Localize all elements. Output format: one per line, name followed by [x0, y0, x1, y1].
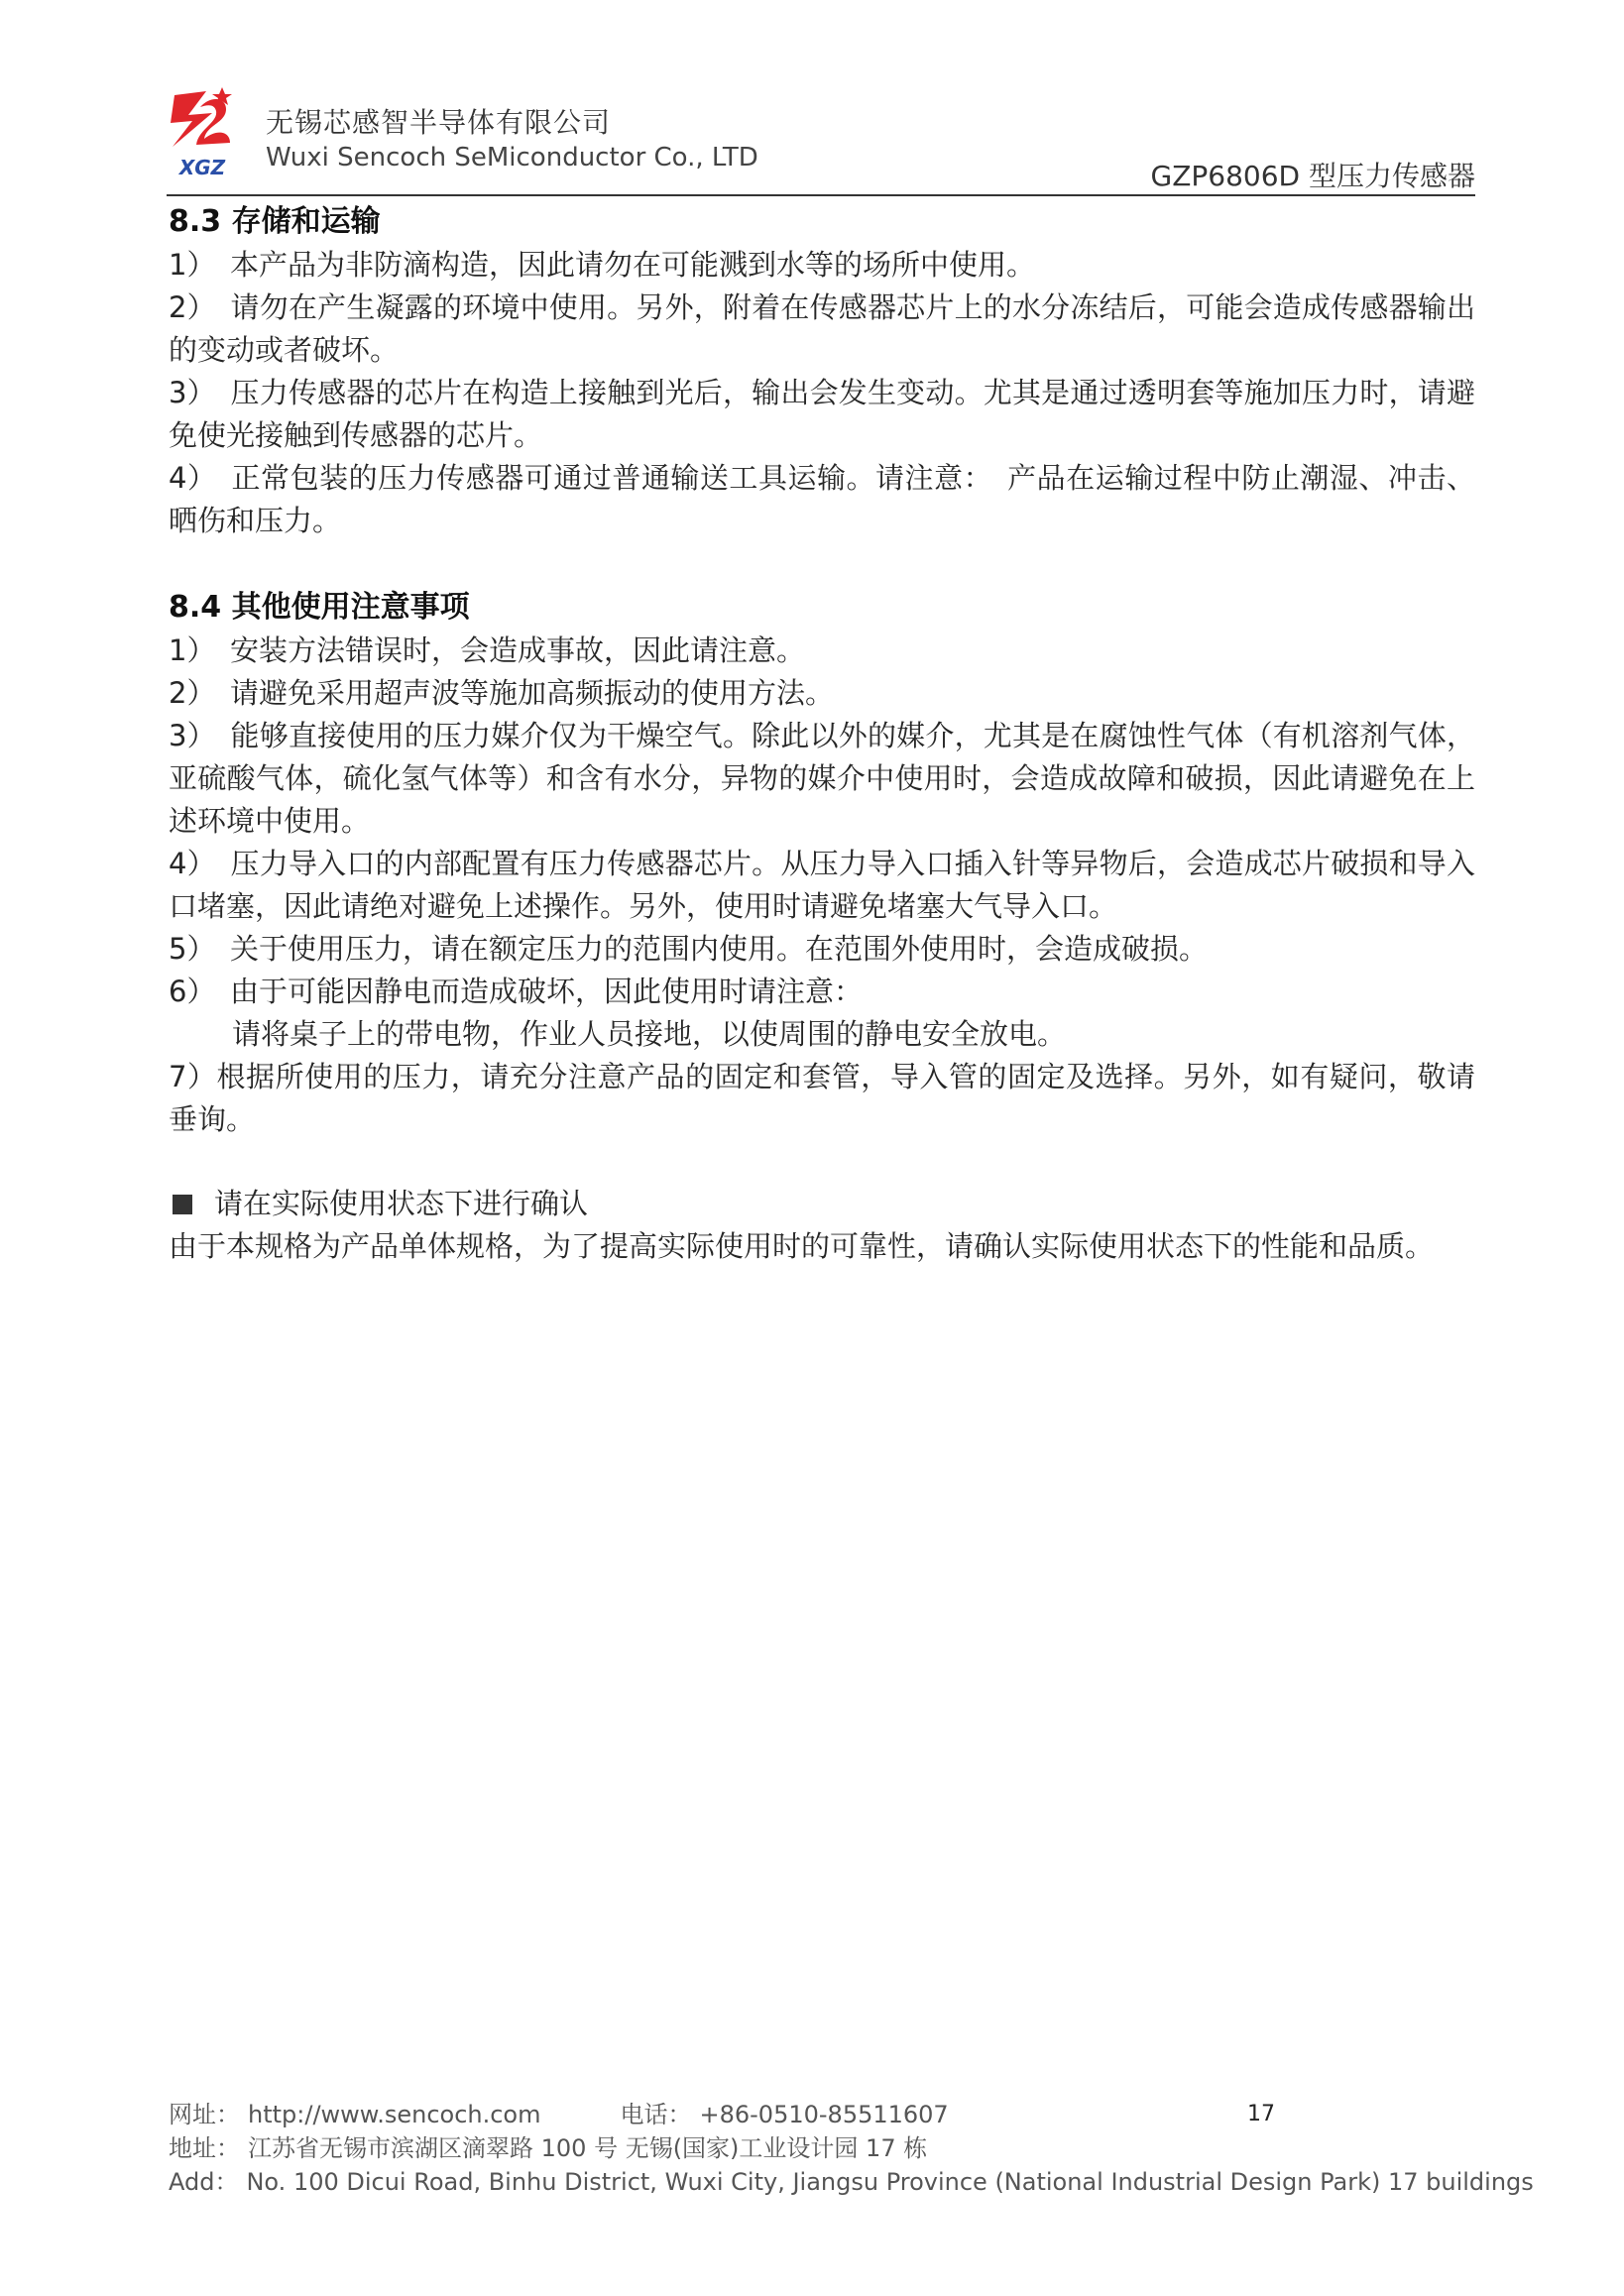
section-8-3-item-2: 2） 请勿在产生凝露的环境中使用。另外，附着在传感器芯片上的水分冻结后，可能会造成传感器输出的变动或者破坏。	[169, 290, 1475, 367]
footer-tel-value: +86-0510-85511607	[699, 2101, 949, 2128]
note-text: 由于本规格为产品单体规格，为了提高实际使用时的可靠性，请确认实际使用状态下的性能和品质。	[169, 1229, 1435, 1263]
footer-address-cn-label: 地址：	[169, 2134, 240, 2162]
footer-address-en-row	[169, 2165, 1534, 2199]
footer-address-en: No. 100 Dicui Road, Binhu District, Wuxi City, Jiangsu Province (National Industrial Design Park) 17 buildings	[246, 2168, 1534, 2196]
section-spacer	[169, 542, 1475, 584]
footer-contact-row	[169, 2098, 1534, 2131]
company-name-cn: 无锡芯感智半导体有限公司	[266, 106, 612, 139]
footer-address-cn-row	[169, 2131, 1534, 2165]
section-8-3-title: 8.3 存储和运输	[169, 204, 381, 239]
note-heading	[169, 1183, 1475, 1225]
section-spacer	[169, 1141, 1475, 1183]
section-8-4-item-1: 1） 安装方法错误时，会造成事故，因此请注意。	[169, 633, 805, 667]
section-8-4-title: 8.4 其他使用注意事项	[169, 590, 470, 625]
section-8-4-item-2: 2） 请避免采用超声波等施加高频振动的使用方法。	[169, 676, 834, 710]
section-8-4-item-3: 3） 能够直接使用的压力媒介仅为干燥空气。除此以外的媒介，尤其是在腐蚀性气体（有机溶剂气体，亚硫酸气体，硫化氢气体等）和含有水分，异物的媒介中使用时，会造成故障和破损，因此请避免在上述环境中使用。	[169, 719, 1475, 838]
square-bullet-icon	[173, 1195, 192, 1214]
logo-text: XGZ	[178, 156, 226, 179]
company-name-en: Wuxi Sencoch SeMiconductor Co., LTD	[266, 143, 758, 172]
company-logo-icon	[167, 85, 238, 180]
document-title: GZP6806D 型压力传感器	[1150, 160, 1475, 192]
logo-mark	[171, 87, 232, 147]
section-8-3-item-1: 1） 本产品为非防滴构造，因此请勿在可能溅到水等的场所中使用。	[169, 248, 1035, 282]
header-divider	[167, 194, 1475, 196]
note-title: 请在实际使用状态下进行确认	[214, 1187, 589, 1220]
page-number: 17	[1247, 2102, 1275, 2126]
footer-web-label: 网址：	[169, 2101, 240, 2128]
section-8-4-item-7: 7）根据所使用的压力，请充分注意产品的固定和套管，导入管的固定及选择。另外，如有疑问，敬请垂询。	[169, 1060, 1475, 1136]
section-8-3-item-3: 3） 压力传感器的芯片在构造上接触到光后，输出会发生变动。尤其是通过透明套等施加压力时，请避免使光接触到传感器的芯片。	[169, 376, 1475, 452]
section-8-3-item-4: 4） 正常包装的压力传感器可通过普通输送工具运输。请注意： 产品在运输过程中防止潮湿、冲击、晒伤和压力。	[169, 461, 1475, 537]
main-content	[169, 198, 1475, 1268]
section-8-4-item-5: 5） 关于使用压力，请在额定压力的范围内使用。在范围外使用时，会造成破损。	[169, 932, 1208, 966]
footer-address-cn: 江苏省无锡市滨湖区滴翠路 100 号 无锡(国家)工业设计园 17 栋	[248, 2134, 928, 2162]
footer-tel-label: 电话：	[620, 2101, 692, 2128]
section-8-4-item-6: 6） 由于可能因静电而造成破坏，因此使用时请注意：	[169, 975, 863, 1008]
footer-web-link[interactable]: http://www.sencoch.com	[248, 2101, 541, 2128]
page-footer	[169, 2098, 1534, 2199]
section-8-4-item-6-sub: 请将桌子上的带电物，作业人员接地，以使周围的静电安全放电。	[232, 1017, 1067, 1051]
section-8-4-item-4: 4） 压力导入口的内部配置有压力传感器芯片。从压力导入口插入针等异物后，会造成芯片破损和导入口堵塞，因此请绝对避免上述操作。另外，使用时请避免堵塞大气导入口。	[169, 847, 1475, 923]
footer-address-en-label: Add：	[169, 2168, 239, 2196]
